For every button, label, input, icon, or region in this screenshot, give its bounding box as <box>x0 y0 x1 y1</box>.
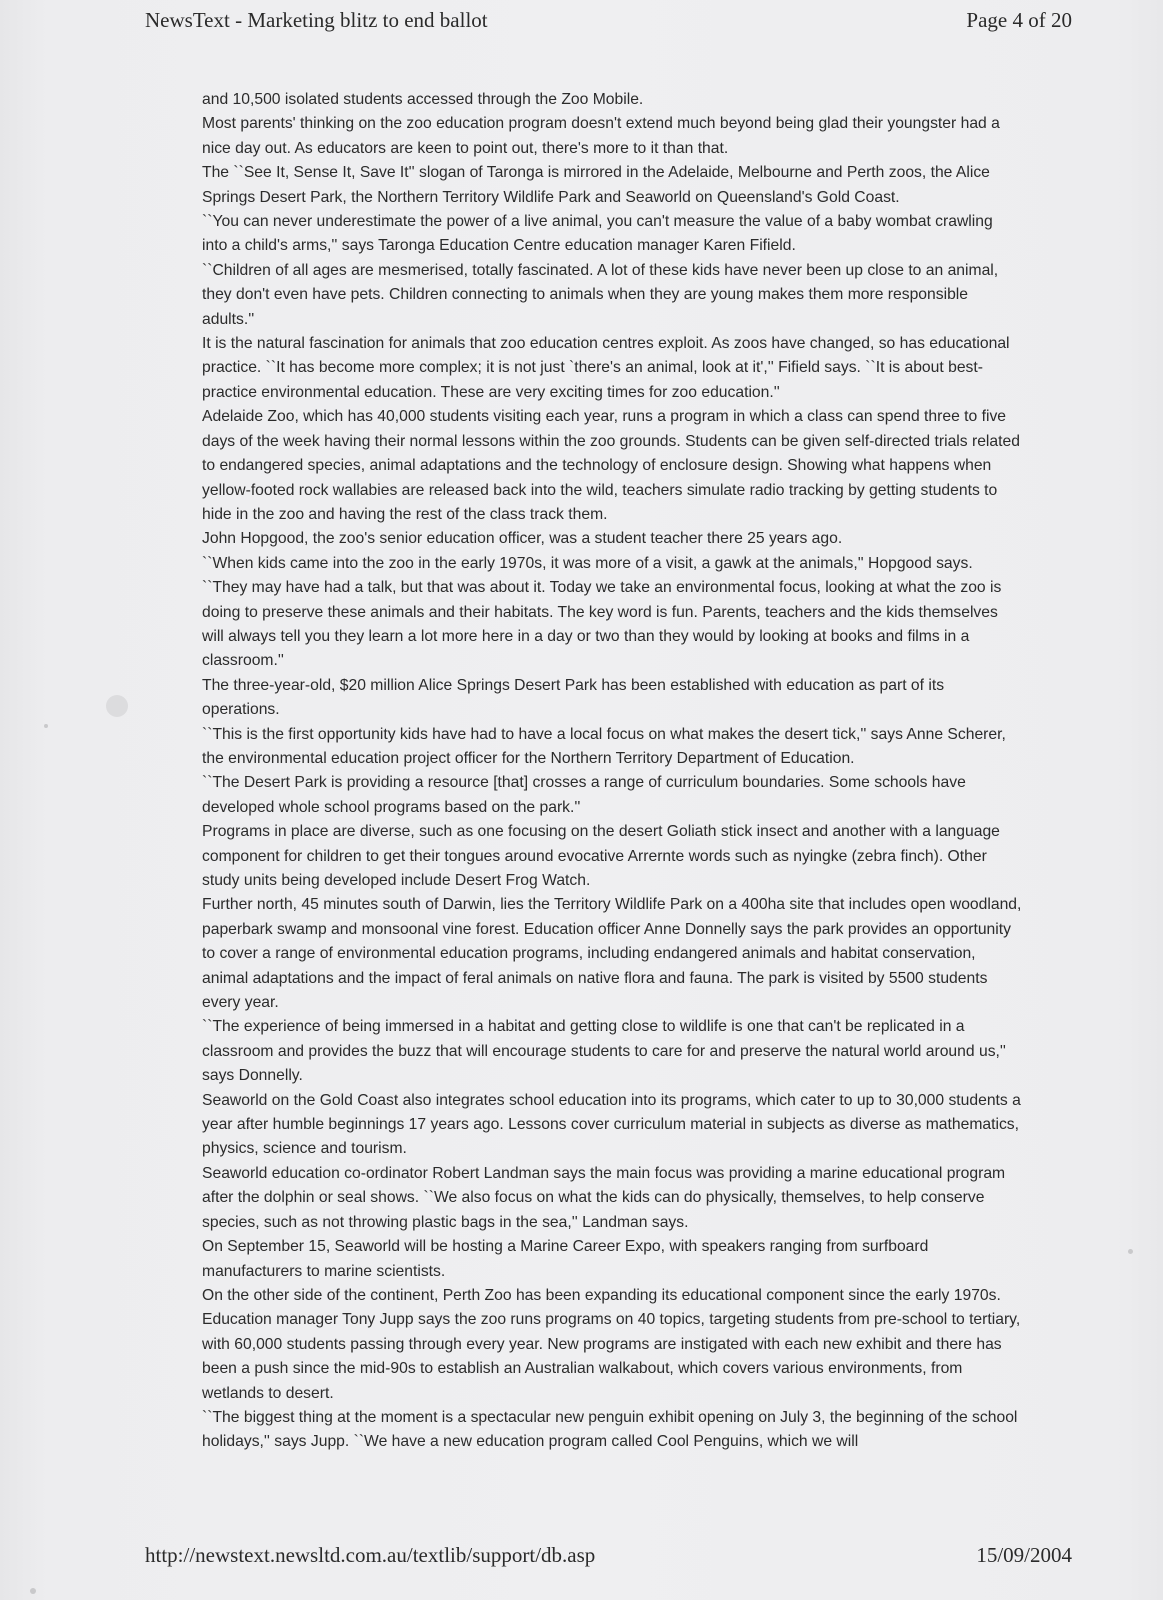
paragraph: On September 15, Seaworld will be hosting a Marine Career Expo, with speakers ranging from surfboard manufacturers to marine scientists. <box>202 1238 929 1280</box>
scan-speck <box>44 724 48 728</box>
paragraph: ``The biggest thing at the moment is a spectacular new penguin exhibit opening on July 3, the beginning of the school holidays,'' says Jupp. ``We have a new education program called Cool Penguins, which we will <box>202 1408 1018 1451</box>
paragraph: ``When kids came into the zoo in the early 1970s, it was more of a visit, a gawk at the animals,'' Hopgood says. ``They may have had a talk, but that was about it. Today we take an environmental focus, looking at what the zoo is doing to preserve these animals and their habitats. The key word is fun. Parents, teachers and the kids themselves will always tell you they learn a lot more here in a day or two than they would by looking at books and films in a classroom.'' <box>202 554 1002 670</box>
document-title: NewsText - Marketing blitz to end ballot <box>145 8 488 32</box>
paragraph: On the other side of the continent, Perth Zoo has been expanding its educational component since the early 1970s. Education manager Tony Jupp says the zoo runs programs on 40 topics, targeting students from pre-school to tertiary, with 60,000 students passing through every year. New programs are instigated with each new exhibit and there has been a push since the mid-90s to establish an Australian walkabout, which covers various environments, from wetlands to desert. <box>202 1286 1021 1402</box>
paragraph: and 10,500 isolated students accessed through the Zoo Mobile. <box>202 91 644 108</box>
paragraph: ``This is the first opportunity kids have had to have a local focus on what makes the desert tick,'' says Anne Scherer, the environmental education project officer for the Northern Territory Department of Education. <box>202 725 1006 767</box>
paragraph: Seaworld on the Gold Coast also integrates school education into its programs, which cater to up to 30,000 students a year after humble beginnings 17 years ago. Lessons cover curriculum material in subjects as diverse as mathematics, physics, science and tourism. <box>202 1091 1021 1158</box>
paragraph: Most parents' thinking on the zoo education program doesn't extend much beyond being glad their youngster had a nice day out. As educators are keen to point out, there's more to it than that. <box>202 115 1000 157</box>
scan-speck <box>106 695 128 717</box>
scan-speck <box>30 1588 36 1594</box>
paragraph: ``Children of all ages are mesmerised, totally fascinated. A lot of these kids have never been up close to an animal, they don't even have pets. Children connecting to animals when they are young makes them more responsible adults.'' <box>202 261 999 328</box>
scan-speck <box>1128 1249 1133 1254</box>
print-date: 15/09/2004 <box>976 1543 1072 1567</box>
paragraph: ``The experience of being immersed in a habitat and getting close to wildlife is one that can't be replicated in a classroom and provides the buzz that will encourage students to care for and preserve the natural world around us,'' says Donnelly. <box>202 1018 1006 1085</box>
paragraph: The three-year-old, $20 million Alice Springs Desert Park has been established with education as part of its operations. <box>202 676 945 719</box>
paragraph: Seaworld education co-ordinator Robert Landman says the main focus was providing a marine educational program after the dolphin or seal shows. ``We also focus on what the kids can do physically, themselves, to help conserve species, such as not throwing plastic bags in the sea,'' Landman says. <box>202 1164 1006 1231</box>
source-url: http://newstext.newsltd.com.au/textlib/support/db.asp <box>145 1543 596 1567</box>
paragraph: It is the natural fascination for animals that zoo education centres exploit. As zoos have changed, so has educational practice. ``It has become more complex; it is not just `there's an animal, look at it','' Fifield says. ``It is about best-practice environmental education. These are very exciting times for zoo education.'' <box>202 335 1010 401</box>
paragraph: ``You can never underestimate the power of a live animal, you can't measure the value of a baby wombat crawling into a child's arms,'' says Taronga Education Centre education manager Karen Fifield. <box>202 213 993 255</box>
paragraph: ``The Desert Park is providing a resource [that] crosses a range of curriculum boundaries. Some schools have developed whole school programs based on the park.'' <box>202 774 966 816</box>
page-number: Page 4 of 20 <box>966 8 1072 32</box>
paragraph: The ``See It, Sense It, Save It'' slogan of Taronga is mirrored in the Adelaide, Melbourne and Perth zoos, the Alice Springs Desert Park, the Northern Territory Wildlife Park and Seaworld on Queensland's Gold Coast. <box>202 164 990 206</box>
paragraph: Programs in place are diverse, such as one focusing on the desert Goliath stick insect and another with a language component for children to get their tongues around evocative Arrernte words such as nyingke (zebra finch). Other study units being developed include Desert Frog Watch. <box>202 823 1000 889</box>
paragraph: John Hopgood, the zoo's senior education officer, was a student teacher there 25 years ago. <box>202 530 843 548</box>
article-body <box>202 88 1022 1455</box>
paragraph: Further north, 45 minutes south of Darwin, lies the Territory Wildlife Park on a 400ha site that includes open woodland, paperbark swamp and monsoonal vine forest. Education officer Anne Donnelly says the park provides an opportunity to cover a range of environmental education programs, including endangered animals and habitat conservation, animal adaptations and the impact of feral animals on native flora and fauna. The park is visited by 5500 students every year. <box>202 896 1022 1012</box>
paragraph: Adelaide Zoo, which has 40,000 students visiting each year, runs a program in which a class can spend three to five days of the week having their normal lessons within the zoo grounds. Students can be given self-directed trials related to endangered species, animal adaptations and the technology of enclosure design. Showing what happens when yellow-footed rock wallabies are released back into the wild, teachers simulate radio tracking by getting students to hide in the zoo and having the rest of the class track them. <box>202 408 1020 523</box>
